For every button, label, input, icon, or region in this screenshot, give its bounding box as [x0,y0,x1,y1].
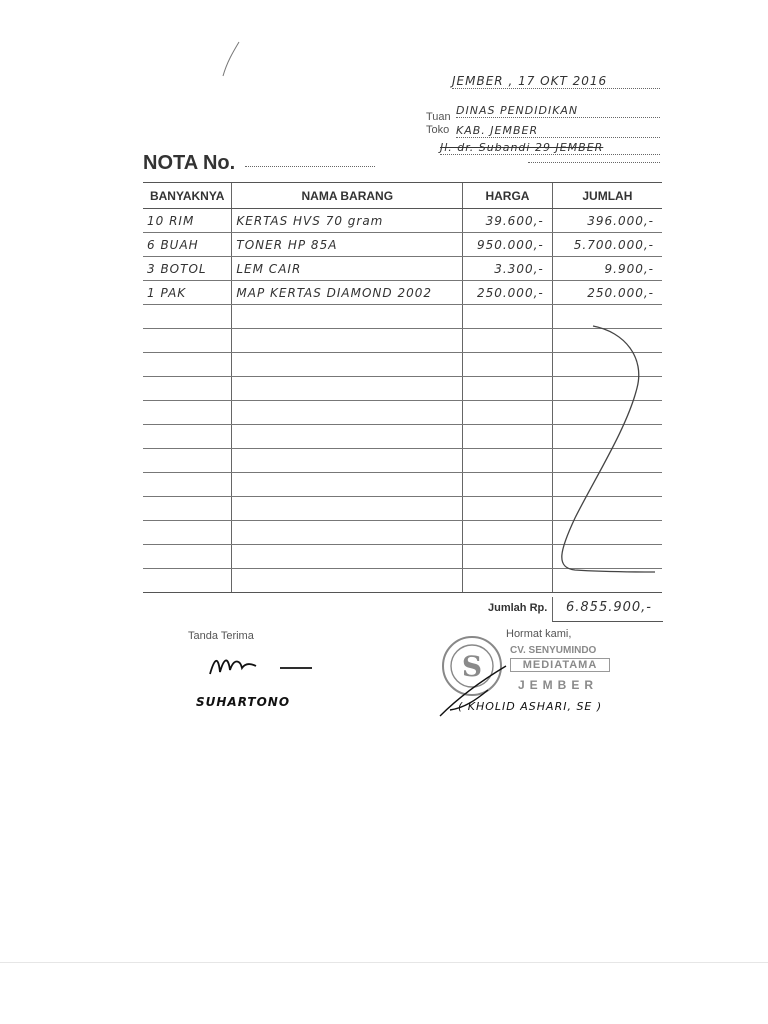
row-item: LEM CAIR [232,257,463,281]
empty-cell [232,521,463,545]
row-total: 9.900,- [552,257,662,281]
receiver-signature [206,650,316,680]
empty-cell [143,497,232,521]
page-edge [0,962,768,963]
row-price: 950.000,- [463,233,553,257]
table-row [143,233,662,257]
empty-cell [232,473,463,497]
row-item: MAP KERTAS DIAMOND 2002 [232,281,463,305]
empty-cell [463,473,553,497]
header-total: JUMLAH [552,183,662,209]
empty-cell [463,329,553,353]
tuan-value: DINAS PENDIDIKAN [456,104,660,118]
empty-cell [143,473,232,497]
header-price: HARGA [463,183,553,209]
empty-cell [463,569,553,593]
empty-cell [463,545,553,569]
row-price: 3.300,- [463,257,553,281]
empty-cell [143,353,232,377]
stamp-line-1: CV. SENYUMINDO [510,645,597,656]
row-qty: 10 RIM [143,209,232,233]
svg-text:S: S [461,650,483,683]
empty-cell [463,497,553,521]
empty-cell [232,377,463,401]
nota-number-line [245,164,375,167]
empty-cell [143,521,232,545]
row-total: 250.000,- [552,281,662,305]
row-qty: 1 PAK [143,281,232,305]
header-item: NAMA BARANG [232,183,463,209]
receiver-label: Tanda Terima [188,630,254,642]
table-header [143,183,662,209]
empty-cell [143,569,232,593]
table-row [143,281,662,305]
total-label: Jumlah Rp. [488,602,548,614]
empty-cell [232,353,463,377]
total-value: 6.855.900,- [566,600,652,615]
blank-line [528,160,660,163]
address: Jl. dr. Subandi 29 JEMBER [440,141,660,155]
sender-label: Hormat kami, [506,628,572,640]
empty-cell [143,377,232,401]
receiver-name: SUHARTONO [196,695,291,709]
empty-cell [232,497,463,521]
row-qty: 3 BOTOL [143,257,232,281]
row-item: TONER HP 85A [232,233,463,257]
empty-cell [232,545,463,569]
row-qty: 6 BUAH [143,233,232,257]
empty-cell [232,305,463,329]
empty-cell [143,449,232,473]
table-row [143,209,662,233]
stamp-line-3: JEMBER [518,678,599,692]
empty-cell [463,401,553,425]
row-total: 396.000,- [552,209,662,233]
row-price: 39.600,- [463,209,553,233]
empty-cell [143,305,232,329]
empty-cell [232,401,463,425]
empty-cell [232,329,463,353]
empty-cell [463,449,553,473]
stamp-line-2: MEDIATAMA [510,658,610,672]
date: JEMBER , 17 OKT 2016 [452,74,660,89]
row-price: 250.000,- [463,281,553,305]
cancel-scribble [555,318,655,578]
empty-cell [143,545,232,569]
toko-label: Toko [426,124,450,136]
row-total: 5.700.000,- [552,233,662,257]
sender-name: ( KHOLID ASHARI, SE ) [458,700,603,713]
empty-cell [143,329,232,353]
empty-cell [232,449,463,473]
header-qty: BANYAKNYA [143,183,232,209]
nota-title: NOTA No. [143,152,236,174]
pen-mark [215,38,245,83]
empty-cell [232,569,463,593]
empty-cell [463,353,553,377]
empty-cell [143,425,232,449]
toko-value: KAB. JEMBER [456,124,660,138]
empty-cell [143,401,232,425]
tuan-label: Tuan [426,111,451,123]
table-row [143,257,662,281]
empty-cell [232,425,463,449]
empty-cell [463,425,553,449]
row-item: KERTAS HVS 70 gram [232,209,463,233]
empty-cell [463,305,553,329]
empty-cell [463,377,553,401]
empty-cell [463,521,553,545]
